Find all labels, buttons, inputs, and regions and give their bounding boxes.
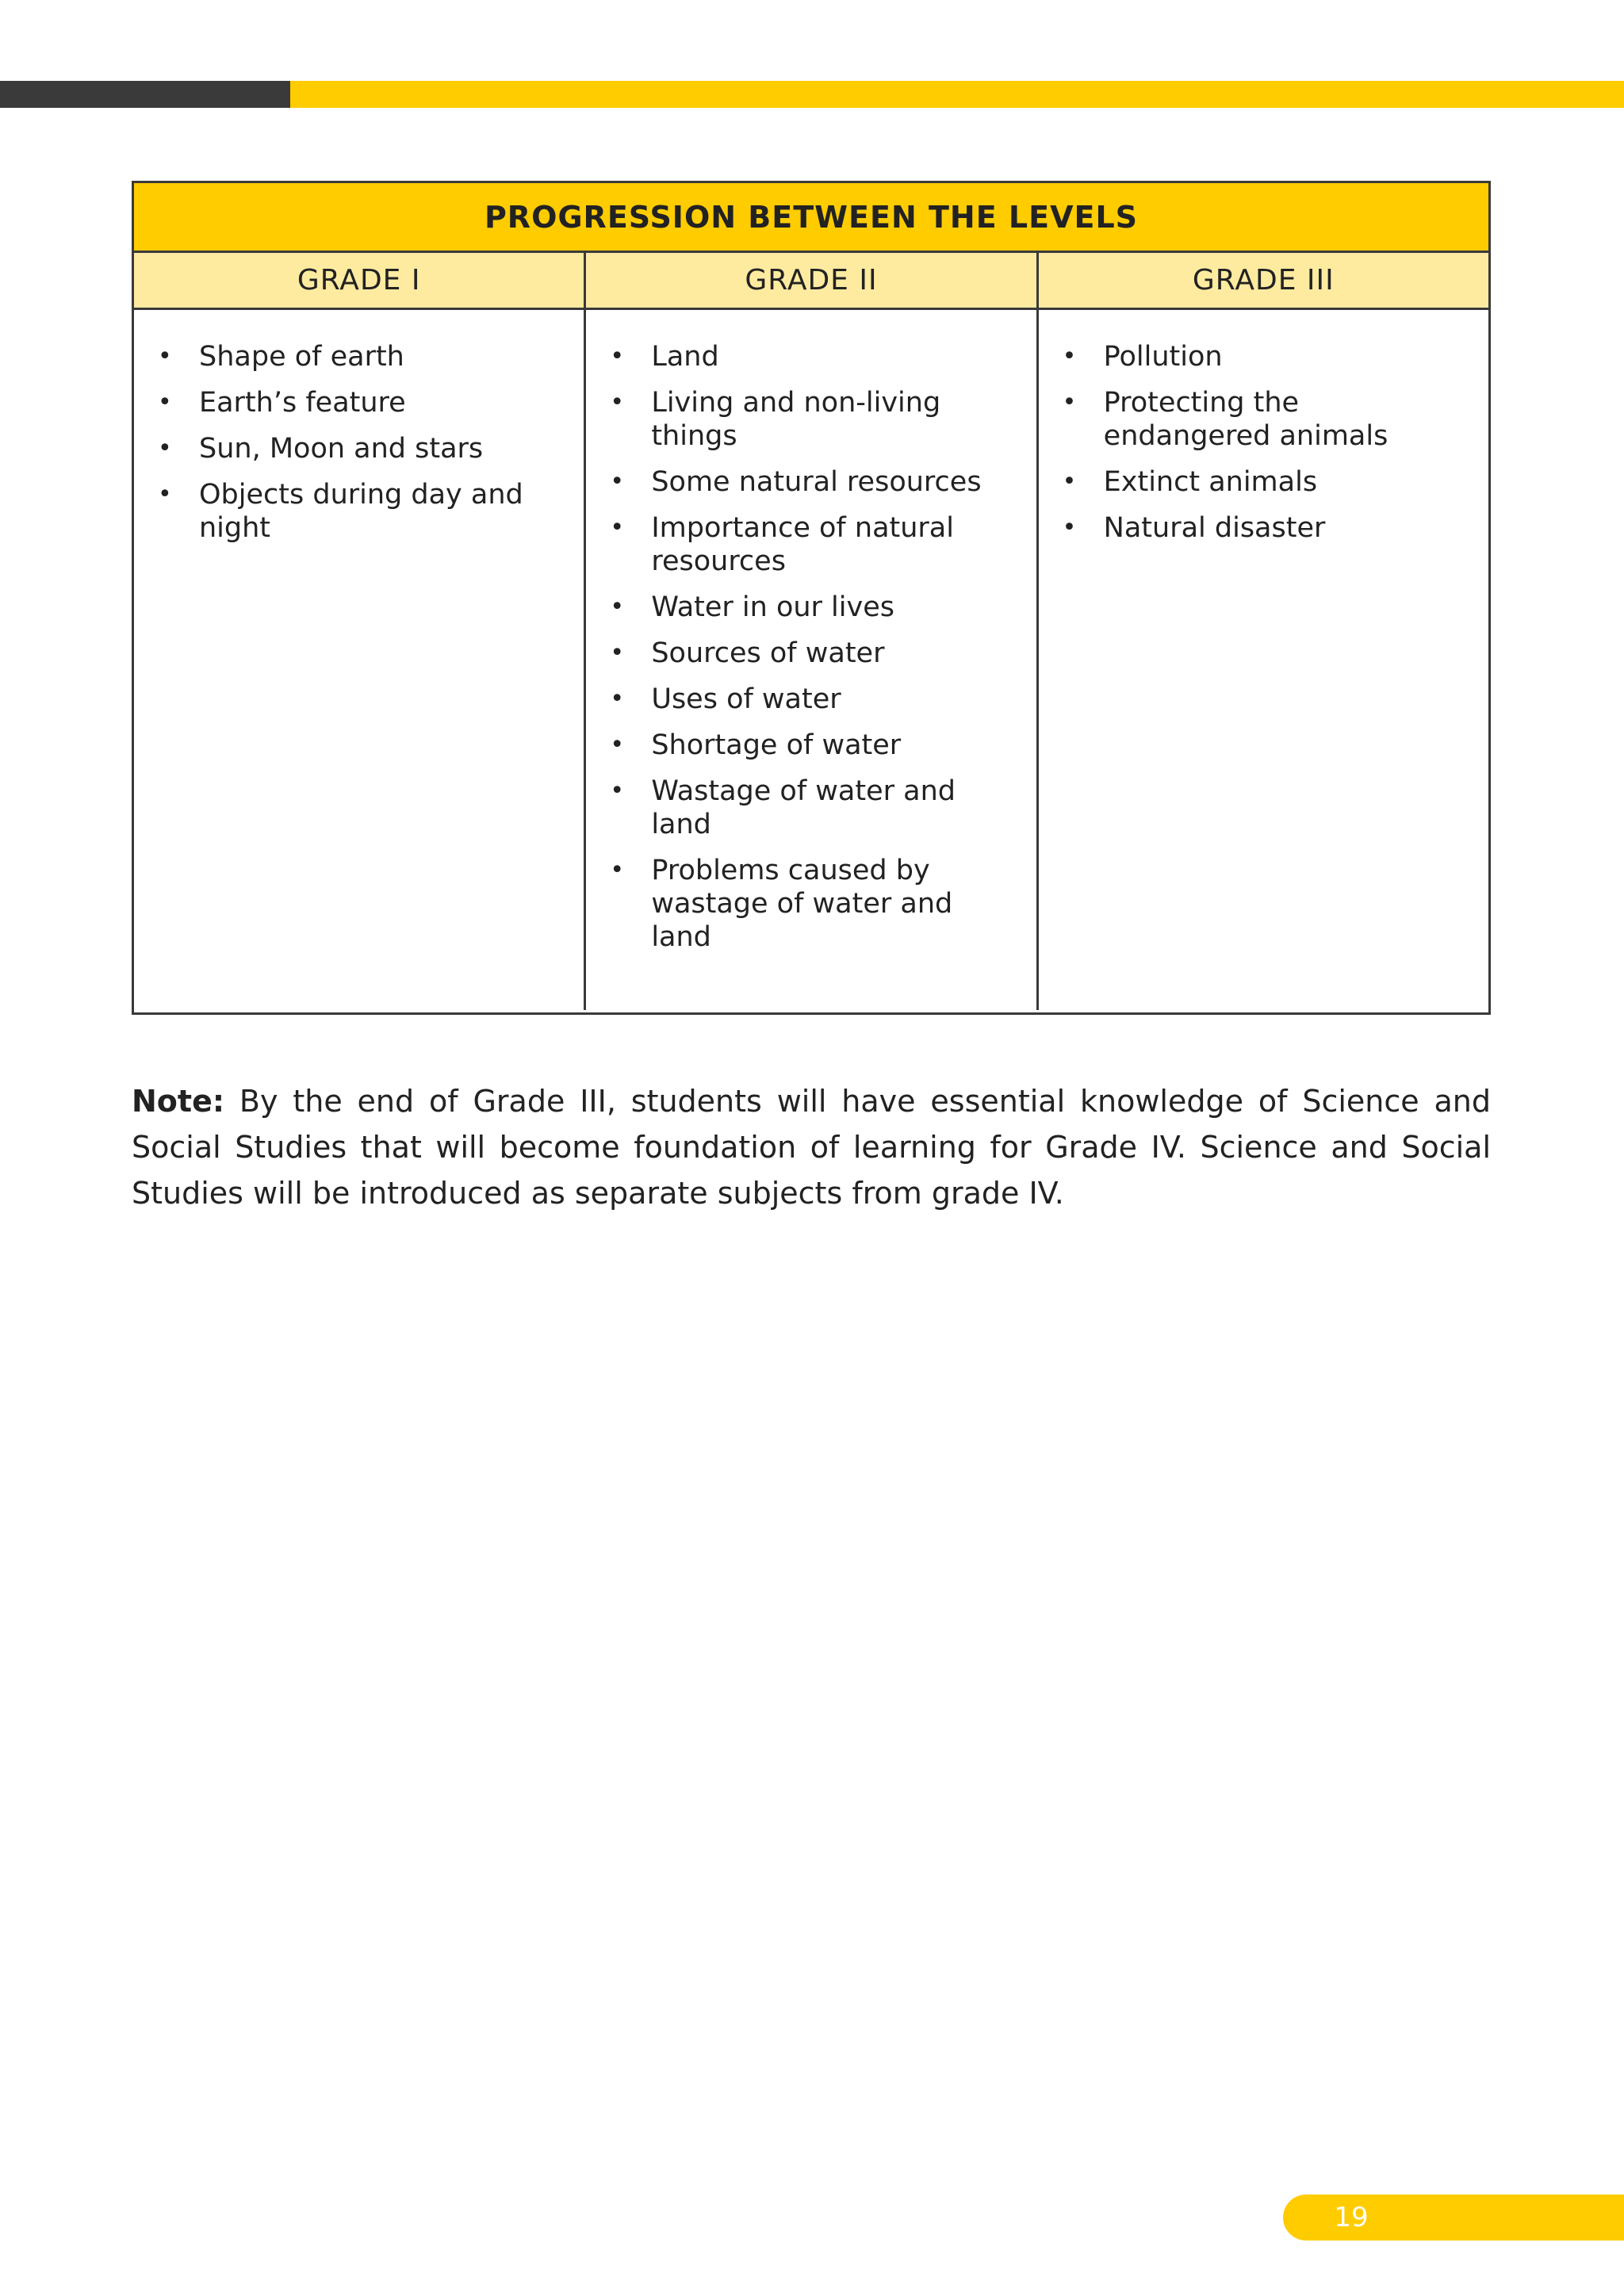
topic-list [610,340,1004,954]
topic-text: Water in our lives [651,591,894,623]
list-item [610,775,1004,841]
grade-header-3: GRADE III [1036,253,1488,308]
grade-3-topics [1036,310,1488,1010]
list-item [610,340,1004,373]
list-item [158,478,552,545]
list-item [158,432,552,465]
bullet-icon: • [158,434,172,462]
bullet-icon: • [610,685,625,713]
topic-text: Objects during day and night [199,479,523,544]
header-stripe [0,81,1624,108]
topic-text: Importance of natural resources [651,512,954,577]
list-item [1063,511,1457,545]
bullet-icon: • [610,468,625,496]
topic-text: Shortage of water [651,729,902,761]
list-item [610,386,1004,453]
topic-text: Natural disaster [1103,512,1326,544]
list-item [1063,340,1457,373]
topic-text: Sources of water [651,637,885,669]
grade-2-topics [584,310,1036,1010]
bullet-icon: • [158,480,172,508]
bullet-icon: • [1062,342,1077,370]
topic-text: Earth’s feature [199,387,406,419]
list-item [610,511,1004,578]
grade-header-2: GRADE II [584,253,1036,308]
header-stripe-dark [0,81,290,108]
bullet-icon: • [158,388,172,416]
bullet-icon: • [1062,388,1077,416]
topics-row [134,310,1488,1010]
bullet-icon: • [610,514,625,541]
bullet-icon: • [610,342,625,370]
list-item [610,637,1004,670]
topic-text: Shape of earth [199,341,404,373]
page-number: 19 [1334,2202,1369,2233]
bullet-icon: • [610,639,625,667]
grade-header-row [134,253,1488,310]
topic-text: Sun, Moon and stars [199,433,484,465]
bullet-icon: • [610,593,625,621]
table-title: PROGRESSION BETWEEN THE LEVELS [134,183,1488,253]
list-item [158,340,552,373]
list-item [610,854,1004,954]
topic-text: Some natural resources [651,466,982,498]
progression-table [132,181,1491,1015]
bullet-icon: • [158,342,172,370]
list-item [610,591,1004,624]
list-item [1063,386,1457,453]
bullet-icon: • [610,388,625,416]
topic-text: Pollution [1103,341,1223,373]
bullet-icon: • [610,731,625,759]
topic-text: Uses of water [651,683,841,715]
bullet-icon: • [610,856,625,884]
note-paragraph [132,1078,1491,1216]
bullet-icon: • [610,777,625,805]
topic-text: Problems caused by wastage of water and land [651,855,953,953]
header-stripe-yellow [290,81,1624,108]
topic-text: Extinct animals [1103,466,1318,498]
list-item [1063,465,1457,499]
topic-text: Land [651,341,719,373]
topic-text: Wastage of water and land [651,775,956,840]
topic-list [158,340,552,545]
list-item [610,683,1004,716]
list-item [610,465,1004,499]
topic-text: Living and non-living things [651,387,941,452]
bullet-icon: • [1062,514,1077,541]
note-label: Note: [132,1084,225,1119]
grade-header-1: GRADE I [297,264,421,297]
list-item [610,729,1004,762]
topic-list [1063,340,1457,545]
list-item [158,386,552,419]
topic-text: Protecting the endangered animals [1103,387,1388,452]
note-text: By the end of Grade III, students will have essential knowledge of Science and Social Studies that will become foundation of learning for Grade IV. Science and Social Studies will be introduced as separate subjects from grade IV. [132,1084,1491,1211]
grade-1-topics [134,310,584,1010]
bullet-icon: • [1062,468,1077,496]
